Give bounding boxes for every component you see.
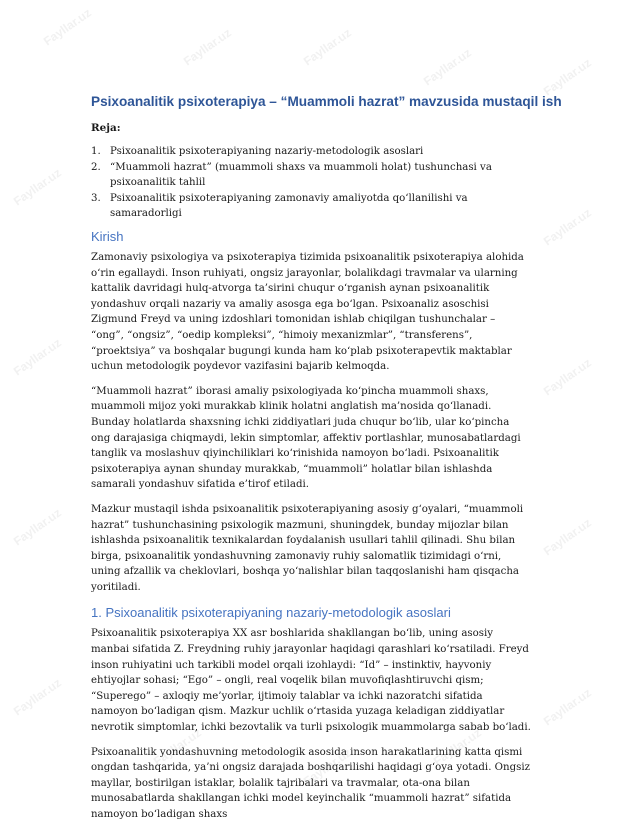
watermark: Fayllar.uz (300, 25, 354, 69)
plan-item-text: Psixoanalitik psixoterapiyaning nazariy-metodologik asoslari (110, 146, 424, 157)
watermark: Fayllar.uz (540, 515, 594, 559)
watermark: Fayllar.uz (10, 335, 64, 379)
intro-paragraph: Mazkur mustaqil ishda psixoanalitik psixoterapiyaning asosiy g‘oyalari, “muammoli hazrat” tushunchasining psixologik mazmuni, shuningdek, bunday mijozlar bilan ishlashda psixoanalitik texnikalardan foydalanish usullari tahlil qilinadi. Shu bilan birga, psixoanalitik yondashuvning zamonaviy ruhiy salomatlik tizimidagi o‘rni, uning afzallik va cheklovlari, boshqa yo‘nalishlar bilan taqqoslanishi ham qisqacha yoritiladi. (91, 503, 524, 593)
intro-heading: Kirish (91, 229, 124, 244)
document-content (91, 93, 562, 832)
section-heading: 1. Psixoanalitik psixoterapiyaning nazariy-metodologik asoslari (91, 605, 451, 621)
plan-item (91, 144, 531, 159)
watermark: Fayllar.uz (540, 685, 594, 729)
plan-item (91, 191, 531, 221)
plan-item-number: 3. (91, 193, 101, 204)
watermark: Fayllar.uz (540, 55, 594, 99)
plan-item-number: 2. (91, 162, 101, 173)
plan-item (91, 160, 531, 190)
section-paragraph: Psixoanalitik yondashuvning metodologik asosida inson harakatlarining katta qismi ongdan tashqarida, ya’ni ongsiz darajada boshqarilishi haqidagi g‘oya yotadi. Ongsiz mayllar, bostirilgan istaklar, bolalik tajribalari va travmalar, ota-ona bilan munosabatlarda shakllangan ichki model keyinchalik “muammoli hazrat” sifatida namoyon bo‘ladigan shaxs (91, 746, 530, 820)
document-title: Psixoanalitik psixoterapiya – “Muammoli hazrat” mavzusida mustaqil ish (91, 94, 562, 109)
watermark: Fayllar.uz (420, 45, 474, 89)
watermark: Fayllar.uz (540, 205, 594, 249)
watermark: Fayllar.uz (540, 355, 594, 399)
plan-list (91, 144, 531, 221)
watermark: Fayllar.uz (150, 725, 204, 769)
watermark: Fayllar.uz (40, 5, 94, 49)
section-paragraph: Psixoanalitik psixoterapiya XX asr boshlarida shakllangan bo‘lib, uning asosiy manbai sifatida Z. Freydning ruhiy jarayonlar haqidagi qarashlari ko‘rsatiladi. Freyd inson ruhiyatini uch tarkibli model orqali izohlaydi: “Id” – instinktiv, hayvoniy ehtiyojlar sohasi; “Ego” – ongli, real voqelik bilan muvofiqlashtiruvchi qism; “Superego” – axloqiy me’yorlar, ijtimoiy talablar va ichki nazoratchi sifatida namoyon bo‘ladigan qism. Mazkur uchlik o‘rtasida yuzaga keladigan ziddiyatlar nevrotik simptomlar, ichki bezovtalik va turli psixologik muammolarga sabab bo‘ladi. (91, 628, 531, 734)
plan-item-number: 1. (91, 146, 101, 157)
watermark: Fayllar.uz (10, 165, 64, 209)
plan-item-text: “Muammoli hazrat” (muammoli shaxs va muammoli holat) tushunchasi va psixoanalitik tahlil (110, 162, 492, 188)
watermark: Fayllar.uz (10, 505, 64, 549)
plan-item-text: Psixoanalitik psixoterapiyaning zamonaviy amaliyotda qo‘llanilishi va samaradorligi (110, 193, 468, 219)
plan-label: Reja: (91, 122, 121, 134)
intro-paragraph: “Muammoli hazrat” iborasi amaliy psixologiyada ko‘pincha muammoli shaxs, muammoli mijoz yoki murakkab klinik holatni anglatish ma’nosida qo‘llanadi. Bunday holatlarda shaxsning ichki ziddiyatlari juda chuqur bo‘lib, ular ko‘pincha ong darajasiga chiqmaydi, lekin simptomlar, affektiv portlashlar, munosabatlardagi tanglik va moslashuv qiyinchiliklari ko‘rinishida namoyon bo‘ladi. Psixoanalitik psixoterapiya aynan shunday murakkab, “muammoli” holatlar bilan ishlashda samarali yondashuv sifatida e’tirof etiladi. (91, 385, 521, 491)
watermark: Fayllar.uz (430, 725, 484, 769)
watermark: Fayllar.uz (300, 745, 354, 789)
watermark: Fayllar.uz (180, 25, 234, 69)
intro-paragraph: Zamonaviy psixologiya va psixoterapiya tizimida psixoanalitik psixoterapiya alohida o‘rin egallaydi. Inson ruhiyati, ongsiz jarayonlar, bolalikdagi travmalar va ularning kattalik davridagi hulq-atvorga ta’sirini chuqur o‘rganish aynan psixoanalitik yondashuv orqali nazariy va amaliy asosga ega bo‘lgan. Psixoanaliz asoschisi Zigmund Freyd va uning izdoshlari tomonidan ishlab chiqilgan tushunchalar – “ong”, “ongsiz”, “oedip kompleksi”, “himoiy mexanizmlar”, “transferens”, “proektsiya” va boshqalar bugungi kunda ham ko‘plab psixoterapevtik maktablar uchun metodologik poydevor vazifasini bajarib kelmoqda. (91, 252, 524, 373)
watermark: Fayllar.uz (10, 675, 64, 719)
